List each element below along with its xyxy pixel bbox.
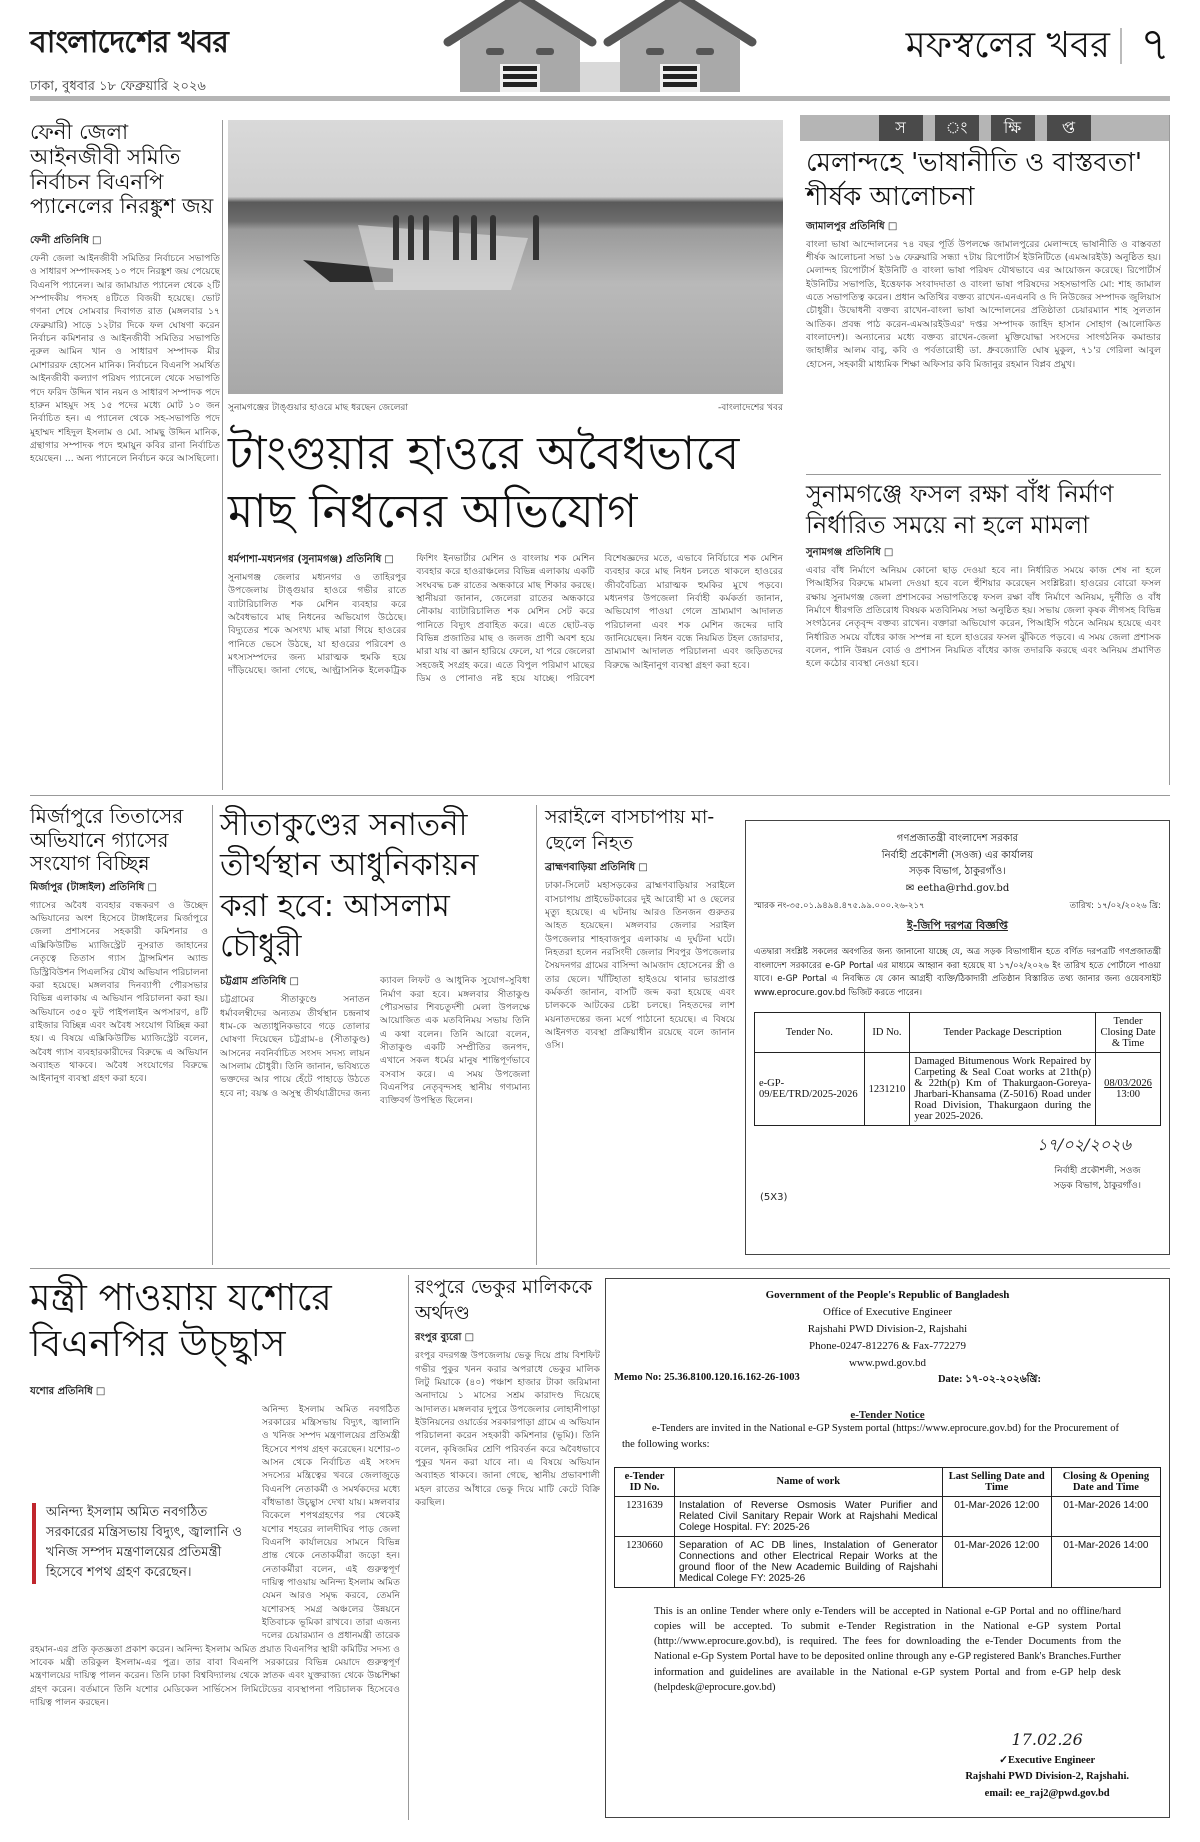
article-body: অনিন্দ্য ইসলাম অমিত নবগঠিত সরকারের মন্ত্রিসভায় বিদ্যুৎ, জ্বালানি ও খনিজ সম্পদ মন্ত্রণালয়ের প্রতিমন্ত্রী হিসেবে শপথ গ্রহণ করেছেন। যশোর-৩ আসন থেকে নির্বাচিত এই সংসদ সদস্যের মন্ত্রিত্বের খবরে জেলাজুড়ে বিএনপি নেতাকর্মী ও সমর্থকদের মধ্যে বাঁধভাঙা উচ্ছ্বাস দেখা যায়। মঙ্গলবার বিকেলে শপথগ্রহণের পর থেকেই যশোর শহরের লালদীঘির পাড় জেলা বিএনপি কার্যালয়ের সামনে বিভিন্ন প্রান্ত থেকে নেতাকর্মীরা জড়ো হন। নেতাকর্মীরা বলেন, এই গুরুত্বপূর্ণ দায়িত্ব পাওয়ায় অনিন্দ্য ইসলাম অমিত যেমন আরও সমৃদ্ধ করবে, তেমনি যশোরসহ সমগ্র অঞ্চলের উন্নয়নে ইতিবাচক ভূমিকা রাখবে। তারা এজন্য দলের চেয়ারম্যান ও প্রধানমন্ত্রী তারেক রহমান-এর প্রতি কৃতজ্ঞতা প্রকাশ করেন। অনিন্দ্য ইসলাম অমিত প্রয়াত বিএনপির স্থায়ী কমিটির সদস্য ও সাবেক মন্ত্রী তরিকুল ইসলাম-এর পুত্র। তার বাবা বিএনপি সরকারের বিভিন্ন মেয়াদে গুরুত্বপূর্ণ মন্ত্রণালয়ের দায়িত্ব পালন করেন। তিনি ঢাকা বিশ্ববিদ্যালয় থেকে স্নাতক এবং যুক্তরাজ্য থেকে উচ্চশিক্ষা গ্রহণ করেন। বর্তমানে তিনি যশোর মেডিকেল সার্ভিসেস লিমিটেডের ব্যবস্থাপনা পরিচালক হিসেবেও দায়িত্ব পালন করছেন।: [30, 1403, 400, 1709]
section-title: মফস্বলের খবর: [905, 25, 1110, 66]
tender-table: [614, 1467, 1161, 1588]
tender-description: Damaged Bitumenous Work Repaired by Carpeting & Seal Coat works at 21th(p) & 22th(p) Km of Thakurgaon-Goreya-Jharbari-Khansama (Z-5016) Road under Road Division, Thakurgaon during the year 2025-2026.: [910, 1053, 1096, 1126]
closing-time: 13:00: [1116, 1089, 1140, 1101]
notice-office: Office of Executive Engineer: [823, 1306, 952, 1319]
notice-intro: e-Tenders are invited in the National e-GP System portal (https://www.eprocure.gov.bd) for the Procurement of the following works:: [622, 1423, 1119, 1450]
notice-footer: This is an online Tender where only e-Tenders will be accepted in National e-GP Portal and no offline/hard copies will be accepted. To submit e-Tender Registration in the National e-GP system Portal (http://www.eprocure.gov.bd), is required. The fees for downloading the e-Tender Documents from the National e-Gp System Portal have to be deposited online through any e-GP registered Bank's Branches.Further information and guidelines are available in the National e-GP system Portal and from e-GP help desk (helpdesk@eprocure.gov.bd): [654, 1605, 1121, 1693]
signatory-office: Rajshahi PWD Division-2, Rajshahi.: [965, 1771, 1129, 1783]
memo-number: Memo No: 25.36.8100.120.16.162-26-1003: [614, 1372, 800, 1384]
byline: ব্রাহ্মণবাড়িয়া প্রতিনিধি □: [545, 860, 735, 877]
article-sitakunda: [220, 805, 530, 1289]
fishing-photo: [228, 120, 783, 394]
banner-letter: স: [879, 115, 923, 141]
article-body: রংপুর বদরগঞ্জ উপজেলায় ভেকু দিয়ে প্রায় বিশফিট গভীর পুকুর খনন করার অপরাধে ভেকুর মালিক লিটু মিয়াকে (৪০) পঞ্চাশ হাজার টাকা জরিমানা অনাদায়ে ১ মাসের সশ্রম কারাদণ্ড দিয়েছে আদালত। মঙ্গলবার দুপুরে উপজেলার লোহানীপাড়া ইউনিয়নের ওয়ার্ডের সরকারপাড়া গ্রামে এ অভিযান পরিচালনা করেন সহকারী কমিশনার (ভূমি)। তিনি বলেন, কৃষিজমির শ্রেণি পরিবর্তন করে অবৈধভাবে পুকুর খনন করা যাবে না। এ বিষয়ে অভিযান অব্যাহত থাকবে। জানা গেছে, স্থানীয় প্রভাবশালী মহল রাতের আঁধারে ভেকু দিয়ে মাটি কেটে বিক্রি করছিল।: [415, 1350, 600, 1509]
banner-letter: ক্ষি: [991, 115, 1035, 141]
article-sarail: [545, 805, 735, 1269]
notice-division: Rajshahi PWD Division-2, Rajshahi: [807, 1323, 968, 1336]
notice-phone: Phone-0247-812276 & Fax-772279: [808, 1340, 967, 1353]
article-body: চট্টগ্রামের সীতাকুণ্ডে সনাতন ধর্মাবলম্বীদের অন্যতম তীর্থস্থান চন্দ্রনাথ ধাম-কে অত্যাধুনিকভাবে গড়ে তোলার ঘোষণা দিয়েছেন চট্টগ্রাম-৪ (সীতাকুণ্ড) আসনের নবনির্বাচিত সংসদ সদস্য লায়ন আসলাম চৌধুরী। তিনি জানান, ভবিষ্যতে ভক্তদের আর পায়ে হেঁটে পাহাড়ে উঠতে হবে না; বয়স্ক ও অসুস্থ তীর্থযাত্রীদের জন্য ক্যাবল লিফট ও আধুনিক সুযোগ-সুবিধা নির্মাণ করা হবে। মঙ্গলবার সীতাকুণ্ড পৌরসভার শিবচতুর্দশী মেলা উপলক্ষে আয়োজিত এক মতবিনিময় সভায় তিনি এ কথা বলেন। তিনি আরো বলেন, সীতাকুণ্ড একটি সম্প্রীতির জনপদ, এখানে সকল ধর্মের মানুষ শান্তিপূর্ণভাবে বসবাস করে। এ সময় উপজেলা বিএনপির নেতৃবৃন্দসহ স্থানীয় গণ্যমান্য ব্যক্তিবর্গ উপস্থিত ছিলেন।: [220, 975, 530, 1107]
article-body: ফেনী জেলা আইনজীবী সমিতির নির্বাচনে সভাপতি ও সাধারণ সম্পাদকসহ ১০ পদে নিরঙ্কুশ জয় পেয়েছে বিএনপি প্যানেল। আর জামায়াত প্যানেল থেকে ২টি সম্পাদকীয় পদসহ ৪টিতে বিজয়ী হয়েছে। ভোট গণনা শেষে সোমবার দিবাগত রাত (মঙ্গলবার ১৭ ফেব্রুয়ারি) সাড়ে ১২টার দিকে ফল ঘোষণা করেন নির্বাচন কমিশনার ও আইনজীবী সমিতির সভাপতি নুরুল আমিন খান ও সাধারণ সম্পাদক মীর মোশাররফ হোসেন মানিক। নির্বাচনে বিএনপি সমর্থিত আইনজীবী কল্যাণ পরিষদ প্যানেলে থেকে সভাপতি পদে ফরিদ উদ্দিন খান নয়ন ও সাধারণ সম্পাদক পদে হারুন মাহমুদ সহ ১৫ পদের মধ্যে মোট ১০ জন নির্বাচিত হন। এ প্যানেল থেকে সহ-সভাপতি পদে মুহাম্মদ শহিদুল ইসলাম ও মো. সামছু উদ্দিন মানিক, গ্রন্থাগার সম্পাদক পদে হুমায়ুন কবির রানা নির্বাচিত হয়েছেন। ... অন্য প্যানেলে নির্বাচন করে আসছিলো।: [30, 253, 220, 465]
byline: ফেনী প্রতিনিধি □: [30, 233, 220, 250]
notice-org: Government of the People's Republic of Bangladesh: [765, 1289, 1010, 1301]
column-header: ID No.: [864, 1013, 910, 1053]
byline: ধর্মপাশা-মধ্যনগর (সুনামগঞ্জ) প্রতিনিধি □: [228, 552, 406, 569]
headline: মন্ত্রী পাওয়ায় যশোরে বিএনপির উচ্ছ্বাস: [30, 1276, 332, 1366]
article-tanguar: [228, 425, 783, 784]
tender-number: e-GP-09/EE/TRD/2025-2026: [755, 1053, 865, 1126]
headline: মির্জাপুরে তিতাসের অভিযানে গ্যাসের সংযোগ বিচ্ছিন্ন: [30, 804, 184, 876]
article-body: গ্যাসের অবৈধ ব্যবহার বন্ধকরণ ও উচ্ছেদ অভিযানের অংশ হিসেবে টাঙ্গাইলের মির্জাপুরে জেলা প্রশাসনের সহকারী কমিশনার ও এক্সিকিউটিভ ম্যাজিস্ট্রেট নুসরাত জাহানের নেতৃত্বে তিতাস গ্যাস ট্রান্সমিশন অ্যান্ড ডিস্ট্রিবিউশন পিএলসির যৌথ অভিযান পরিচালনা করা হয়েছে। মঙ্গলবার দিনব্যাপী পৌরসভার বিভিন্ন এলাকায় এ অভিযান পরিচালনা করা হয়। অভিযানে ৩৫০ ফুট পাইপলাইন অপসারণ, ৪টি রাইজার বিচ্ছিন্ন এবং অবৈধ সংযোগ বিচ্ছিন্ন করা হয়। এ বিষয়ে এক্সিকিউটিভ ম্যাজিস্ট্রেট বলেন, অবৈধ গ্যাস ব্যবহারকারীদের বিরুদ্ধে এ অভিযান অব্যাহত থাকবে। অবৈধ সংযোগের বিরুদ্ধে আইনানুগ ব্যবস্থা গ্রহণ করা হবে।: [30, 899, 208, 1085]
column-header: Last Selling Date and Time: [942, 1467, 1051, 1496]
notice-email: eetha@rhd.gov.bd: [917, 882, 1010, 894]
table-row: [615, 1536, 1161, 1587]
closing-date: 08/03/2026: [1104, 1078, 1152, 1090]
column-divider: [222, 120, 223, 790]
check-icon: ✓: [999, 1754, 1008, 1766]
signature-date: ১৭/০২/২০২৬: [1037, 1135, 1131, 1155]
masthead-rule: [30, 96, 1170, 101]
headline: রংপুরে ভেকুর মালিককে অর্থদণ্ড: [415, 1276, 593, 1324]
tender-id: 1231639: [615, 1496, 675, 1536]
signature-date: 17.02.26: [1011, 1730, 1083, 1750]
last-selling: 01-Mar-2026 12:00: [942, 1496, 1051, 1536]
notice-website: www.pwd.gov.bd: [848, 1357, 927, 1370]
closing-opening: 01-Mar-2026 14:00: [1051, 1536, 1160, 1587]
pwd-tender-notice: [605, 1278, 1170, 1818]
banner-letter: প্ত: [1047, 115, 1091, 141]
byline: চট্টগ্রাম প্রতিনিধি □: [220, 974, 370, 991]
byline: রংপুর ব্যুরো □: [415, 1330, 600, 1347]
headline: মেলান্দহে 'ভাষানীতি ও বাস্তবতা' শীর্ষক আলোচনা: [806, 148, 1143, 212]
signatory-email: email: ee_raj2@pwd.gov.bd: [984, 1788, 1110, 1800]
notice-org: গণপ্রজাতন্ত্রী বাংলাদেশ সরকার: [896, 833, 1019, 844]
tender-table: [754, 1012, 1161, 1126]
page-number: ৭: [1140, 17, 1170, 71]
notice-title: ই-জিপি দরপত্র বিজ্ঞপ্তি: [907, 919, 1008, 932]
house-icon: [420, 0, 780, 92]
headline: ফেনী জেলা আইনজীবী সমিতি নির্বাচন বিএনপি প্যানেলের নিরঙ্কুশ জয়: [30, 120, 214, 219]
column-header: Name of work: [675, 1467, 943, 1496]
signatory-office: সড়ক বিভাগ, ঠাকুরগাঁও।: [1053, 1180, 1141, 1191]
table-row: [615, 1496, 1161, 1536]
notice-division: সড়ক বিভাগ, ঠাকুরগাঁও।: [909, 866, 1006, 877]
photo-block: [228, 120, 783, 415]
article-rangpur: [415, 1275, 600, 1829]
paper-name: বাংলাদেশের খবর: [30, 25, 228, 60]
column-header: Tender No.: [755, 1013, 865, 1053]
headline: সরাইলে বাসচাপায় মা-ছেলে নিহত: [545, 806, 715, 854]
byline: মির্জাপুর (টাঙ্গাইল) প্রতিনিধি □: [30, 880, 208, 897]
byline: জামালপুর প্রতিনিধি □: [806, 219, 1161, 236]
article-mirzapur: [30, 805, 208, 1249]
byline: যশোর প্রতিনিধি □: [30, 1384, 400, 1401]
ad-size-code: (5X3): [760, 1192, 788, 1204]
photo-credit: -বাংলাদেশের খবর: [717, 403, 783, 413]
issue-date: ঢাকা, বুধবার ১৮ ফেব্রুয়ারি ২০২৬: [30, 79, 206, 94]
column-header: Tender Package Description: [910, 1013, 1096, 1053]
notice-office: নির্বাহী প্রকৌশলী (সওজ) এর কার্যালয়: [881, 849, 1034, 861]
section-divider: [30, 795, 1170, 796]
last-selling: 01-Mar-2026 12:00: [942, 1536, 1051, 1587]
closing-opening: 01-Mar-2026 14:00: [1051, 1496, 1160, 1536]
signatory-title: Executive Engineer: [1007, 1754, 1096, 1766]
tender-id: 1230660: [615, 1536, 675, 1587]
notice-intro: এতদ্বারা সংশ্লিষ্ট সকলের অবগতির জন্য জানানো যাচ্ছে যে, অত্র সড়ক বিভাগাধীন হতে বর্ণিত দরপত্রটি গণপ্রজাতন্ত্রী বাংলাদেশ সরকারের e-GP Portal এর মাধ্যমে আহ্বান করা হয়েছে যা ১৭/০২/২০২৬ ইং তারিখ হতে পোর্টালে পাওয়া যাবে। e-GP Portal এ নিবন্ধিত যে কোন আগ্রহী ব্যক্তি/ঠিকাদারী প্রতিষ্ঠান বিস্তারিত তথ্য জানার জন্য ওয়েবসাইট www.eprocure.gov.bd ভিজিট করতে পারেন।: [754, 947, 1161, 998]
article-feni: [30, 120, 220, 892]
column-header: Tender Closing Date & Time: [1096, 1013, 1161, 1053]
headline: টাংগুয়ার হাওরে অবৈধভাবে মাছ নিধনের অভিযোগ: [228, 426, 740, 538]
signatory-title: নির্বাহী প্রকৌশলী, সওজ: [1054, 1166, 1141, 1177]
article-body: বাংলা ভাষা আন্দোলনের ৭৪ বছর পূর্তি উপলক্ষে জামালপুরের মেলান্দহে ভাষানীতি ও বাস্তবতা শীর্ষক আলোচনা সভা ১৬ ফেব্রুয়ারি সন্ধ্যা ৭টায় রিপোর্টার্স ইউনিটিতে (এমআরইউ) অনুষ্ঠিত হয়। মেলান্দহ রিপোর্টার্স ইউনিটি ও বাংলা ভাষা পরিষদ যৌথভাবে এর আয়োজন করেছে। রিপোর্টার্স ইউনিটির সভাপতি, ইত্তেফাক সংবাদদাতা ও বাংলা ভাষা পরিষদের সহসভাপতি মো: শাহ জামাল এতে সভাপতিত্ব করেন। প্রধান অতিথির বক্তব্য রাখেন-এনএনবি ও দি নিউজের সম্পাদক জুলিয়াস চৌধুরী। উদ্বোধনী বক্তব্য রাখেন-বাংলা ভাষা আন্দোলনের প্রতিষ্ঠাতা চেয়ারম্যান শাহ সুলতান আতিক। প্রবন্ধ পাঠ করেন-এমআরইউএর' দপ্তর সম্পাদক জাহিদ হাসান সোহাগ (আলোকিত বাংলাদেশ)। অন্যান্যের মধ্যে বক্তব্য রাখেন-জেলা মুক্তিযোদ্ধা সংসদের সাংগঠনিক কমান্ডার জাহাঙ্গীর আলম বাবু, কবি ও পর্বতারোহী ডা. ধ্রুবজ্যোতি ঘোষ মুকুল, ৭১'র গেরিলা আবুল হোসেন, সহকারী মাধ্যমিক শিক্ষা অফিসার কবি মিজানুর রহমান বিপ্লব প্রমুখ।: [806, 238, 1161, 370]
table-row: [755, 1053, 1161, 1126]
notice-title: e-Tender Notice: [850, 1409, 925, 1422]
column-header: Closing & Opening Date and Time: [1051, 1467, 1160, 1496]
tender-id: 1231210: [864, 1053, 910, 1126]
headline: সীতাকুণ্ডের সনাতনী তীর্থস্থান আধুনিকায়ন করা হবে: আসলাম চৌধুরী: [220, 807, 479, 964]
article-body: ঢাকা-সিলেট মহাসড়কের ব্রাহ্মণবাড়িয়ার সরাইলে বাসচাপায় প্রাইভেটকারের দুই আরোহী মা ও ছেলের মৃত্যু হয়েছে। এ ঘটনায় আরও তিনজন গুরুতর আহত হয়েছেন। মঙ্গলবার জেলার সরাইল উপজেলার শাহবাজপুর এলাকায় এ দুর্ঘটনা ঘটে। নিহতরা হলেন নরসিংদী জেলার শিবপুর উপজেলার সৈয়দনগর গ্রামের বাসিন্দা আমজাদ হোসেনের স্ত্রী ও তার ছেলে। খাঁটিহাতা হাইওয়ে থানার ভারপ্রাপ্ত কর্মকর্তা জানান, বাসটি জব্দ করা হয়েছে এবং চালককে আটকের চেষ্টা চলছে। নিহতদের লাশ ময়নাতদন্তের জন্য মর্গে পাঠানো হয়েছে। এ বিষয়ে আইনগত ব্যবস্থা প্রক্রিয়াধীন রয়েছে বলে জানান ওসি।: [545, 880, 735, 1052]
mail-icon: ✉: [905, 882, 918, 894]
headline: সুনামগঞ্জে ফসল রক্ষা বাঁধ নির্মাণ নির্ধারিত সময়ে না হলে মামলা: [806, 479, 1114, 539]
photo-caption: সুনামগঞ্জের টাঙ্গুয়ার হাওরে মাছ ধরছেন জেলেরা: [228, 403, 408, 413]
article-body: সুনামগঞ্জ জেলার মধ্যনগর ও তাহিরপুর উপজেলায় টাঙ্গুয়ার হাওরে গভীর রাতে ব্যাটারিচালিত শক মেশিন ব্যবহার করে অবৈধভাবে মাছ নিধনের অভিযোগ উঠেছে। বিদ্যুতের শকে অসংখ্য মাছ মারা গিয়ে হাওরের পানিতে ভেসে উঠছে, যা হাওরের পরিবেশ ও মৎস্যসম্পদের জন্য মারাত্মক হুমকি হয়ে দাঁড়িয়েছে। জানা গেছে, আল্ট্রাসনিক ইলেকট্রিক ফিশিং ইনভার্টার মেশিন ও বাংলায় শক মেশিন ব্যবহার করে হাওরাঞ্চলের বিভিন্ন এলাকায় একটি সংঘবদ্ধ চক্র রাতের অন্ধকারে মাছ শিকার করছে। স্থানীয়রা জানান, জেলেরা রাতের অন্ধকারে নৌকায় ব্যাটারিচালিত শক মেশিন সেট করে পানিতে বিদ্যুৎ প্রবাহিত করে। এতে ছোট-বড় বিভিন্ন প্রজাতির মাছ ও জলজ প্রাণী অবশ হয়ে মারা যায় বা জ্ঞান হারিয়ে ফেলে, যা পরে জেলেরা সহজেই সংগ্রহ করে। এতে বিপুল পরিমাণ মাছের ডিম ও পোনাও নষ্ট হয়ে যাচ্ছে। পরিবেশ বিশেষজ্ঞদের মতে, এভাবে নির্বিচারে শক মেশিন ব্যবহার করে মাছ নিধন চলতে থাকলে হাওরের জীববৈচিত্র্য মারাত্মক হুমকির মুখে পড়বে। মধ্যনগর উপজেলা নির্বাহী কর্মকর্তা জানান, অভিযোগ পাওয়া গেলে ভ্রাম্যমাণ আদালত পরিচালনা এবং শক মেশিন জব্দের দাবি জানিয়েছেন। নিধন বন্ধে নিয়মিত টহল জোরদার, ভ্রাম্যমাণ আদালত পরিচালনা এবং জড়িতদের বিরুদ্ধে আইনানুগ ব্যবস্থা গ্রহণ করা হবে।: [228, 553, 783, 685]
banner-letter: ং: [935, 115, 979, 141]
work-name: Separation of AC DB lines, Instalation of Generator Connections and other Electrical Repair Works at the ground floor of the New Academic Building of Rajshahi Medical Colege FY: 2025-26: [675, 1536, 943, 1587]
memo-number: স্মারক নং-৩৫.০১.৯৪৯৪.৪৭৫.৯৯.০০০.২৬-২১৭: [754, 901, 925, 911]
article-jessore: [30, 1275, 400, 1808]
article-melandah: [800, 141, 1169, 468]
masthead: [30, 18, 228, 98]
pull-quote: অনিন্দ্য ইসলাম অমিত নবগঠিত সরকারের মন্ত্রিসভায় বিদ্যুৎ, জ্বালানি ও খনিজ সম্পদ মন্ত্রণালয়ের প্রতিমন্ত্রী হিসেবে শপথ গ্রহণ করেছেন।: [32, 1503, 252, 1584]
article-sunamganj-dam: [800, 475, 1169, 744]
rhd-tender-notice: [745, 820, 1170, 1255]
notice-date: Date: ১৭-০২-২০২৬খ্রি:: [937, 1374, 1041, 1386]
column-header: e-Tender ID No.: [615, 1467, 675, 1496]
page-separator: [1120, 28, 1122, 64]
article-body: এবার বাঁধ নির্মাণে অনিয়ম কোনো ছাড় দেওয়া হবে না। নির্ধারিত সময়ে কাজ শেষ না হলে পিআইসির বিরুদ্ধে মামলা দেওয়া হবে বলে হুঁশিয়ার করেছেন সংশ্লিষ্টরা। হাওরের বোরো ফসল রক্ষায় সুনামগঞ্জ জেলা প্রশাসকের সভাপতিত্বে ফসল রক্ষা বাঁধ নির্মাণে অনিয়ম, দুর্নীতি ও বাঁধ নির্মাণে ধীরগতি প্রতিরোধ বিষয়ক মতবিনিময় সভা অনুষ্ঠিত হয়। সভায় জেলা কৃষক লীগসহ বিভিন্ন সংগঠনের নেতৃবৃন্দ বক্তব্য রাখেন। বক্তারা অভিযোগ করেন, পিআইসি গঠনে অনিয়ম হয়েছে এবং নির্ধারিত সময়ে বাঁধের কাজ সম্পন্ন না হলে হাওরের ফসল ঝুঁকিতে পড়বে। এ সময় জেলা প্রশাসক বলেন, পানি উন্নয়ন বোর্ড ও প্রশাসন নিয়মিত বাঁধের কাজ তদারকি করছে এবং অনিয়ম প্রমাণিত হলে কঠোর ব্যবস্থা নেওয়া হবে।: [806, 564, 1161, 670]
byline: সুনামগঞ্জ প্রতিনিধি □: [806, 545, 1161, 562]
brief-banner: [800, 115, 1169, 141]
brief-news-box: [800, 115, 1170, 785]
notice-date: তারিখ: ১৭/০২/২০২৬ খ্রি:: [1069, 901, 1161, 911]
work-name: Instalation of Reverse Osmosis Water Purifier and Related Civil Sanitary Repair Work at Rajshahi Medical Colege Hospital. FY: 2025-26: [675, 1496, 943, 1536]
